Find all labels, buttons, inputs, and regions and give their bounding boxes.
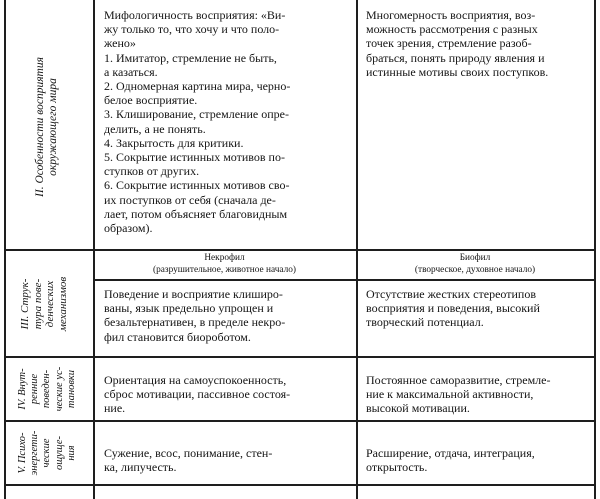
column-note: (разрушительное, животное начало) xyxy=(153,265,296,275)
cell-r5-necrophile xyxy=(104,446,350,474)
text-line: белое восприятие. xyxy=(104,93,198,108)
text-line: лает, потом объясняет благовидным xyxy=(104,206,288,221)
text-line: 1. Имитатор, стремление не быть, xyxy=(104,50,277,65)
text-line: 5. Сокрытие истинных мотивов по- xyxy=(104,150,285,165)
cell-r3-necrophile xyxy=(104,287,350,344)
text-line: истинные мотивы своих поступков. xyxy=(366,64,549,79)
text-line: Отсутствие жестких стереотипов xyxy=(366,287,536,301)
text-line: ка, липучесть. xyxy=(104,460,177,475)
text-line: Постоянное саморазвитие, стремле- xyxy=(366,373,551,387)
text-line: Ориентация на самоуспокоенность, xyxy=(104,373,287,387)
text-line: высокой мотивации. xyxy=(366,401,470,416)
row-header-behavior-structure: III. Струк- тура пове- денческих механизмов xyxy=(19,276,69,332)
cell-r4-biophile xyxy=(366,373,590,416)
cell-r2-necrophile xyxy=(104,8,350,235)
text-line: Сужение, всос, понимание, стен- xyxy=(104,446,273,460)
row-divider-5 xyxy=(4,484,595,486)
text-line: безальтернативен, в пределе некро- xyxy=(104,315,286,330)
text-line: ваны, язык предельно упрощен и xyxy=(104,301,274,316)
text-line: фил становится биороботом. xyxy=(104,329,251,344)
column-header-biophile xyxy=(356,252,594,276)
text-line: жено» xyxy=(104,36,136,51)
row-divider-4 xyxy=(4,420,595,422)
row-header-inner-attitudes: IV. Внут- ренние поведен- ческие ус- тановки xyxy=(17,366,77,412)
subheader-divider xyxy=(93,279,595,281)
column-title: Некрофил xyxy=(204,253,245,263)
column-note: (творческое, духовное начало) xyxy=(414,265,536,275)
text-line: открытость. xyxy=(366,460,428,475)
cell-r5-biophile xyxy=(366,446,590,474)
text-line: 4. Закрытость для критики. xyxy=(104,135,244,150)
column-header-necrophile xyxy=(93,252,356,276)
text-line: творческий потенциал. xyxy=(366,315,484,330)
text-line: 3. Клиширование, стремление опре- xyxy=(104,107,289,122)
text-line: ние к максимальной активности, xyxy=(366,387,534,402)
row-header-perception: II. Особенности восприятия окружающего мира xyxy=(34,57,59,197)
text-line: их поступков от себя (сначала де- xyxy=(104,192,276,207)
text-line: делить, а не понять. xyxy=(104,121,206,136)
text-line: а казаться. xyxy=(104,64,158,79)
row-header-psychoenergetic: V. Психо- энергети- ческие ощуще- ния xyxy=(17,430,77,476)
column-title: Биофил xyxy=(459,253,491,263)
text-line: точек зрения, стремление разоб- xyxy=(366,36,532,51)
text-line: Мифологичность восприятия: «Ви- xyxy=(104,8,286,22)
text-line: ние. xyxy=(104,401,126,416)
text-line: жу только то, что хочу и что поло- xyxy=(104,22,280,37)
row-divider-2 xyxy=(4,249,595,251)
text-line: сброс мотивации, пассивное состоя- xyxy=(104,387,291,402)
text-line: Поведение и восприятие клиширо- xyxy=(104,287,283,301)
text-line: Многомерность восприятия, воз- xyxy=(366,8,536,22)
text-line: можность рассмотрения с разных xyxy=(366,22,538,37)
text-line: 6. Сокрытие истинных мотивов сво- xyxy=(104,178,290,193)
text-line: восприятия и поведения, высокий xyxy=(366,301,540,316)
text-line: браться, понять природу явления и xyxy=(366,50,545,65)
text-line: 2. Одномерная картина мира, черно- xyxy=(104,79,291,94)
row-divider-3 xyxy=(4,356,595,358)
cell-r2-biophile xyxy=(366,8,590,79)
cell-r4-necrophile xyxy=(104,373,350,416)
text-line: образом). xyxy=(104,221,153,236)
text-line: Расширение, отдача, интеграция, xyxy=(366,446,535,460)
text-line: ступков от других. xyxy=(104,164,200,179)
cell-r3-biophile xyxy=(366,287,590,330)
